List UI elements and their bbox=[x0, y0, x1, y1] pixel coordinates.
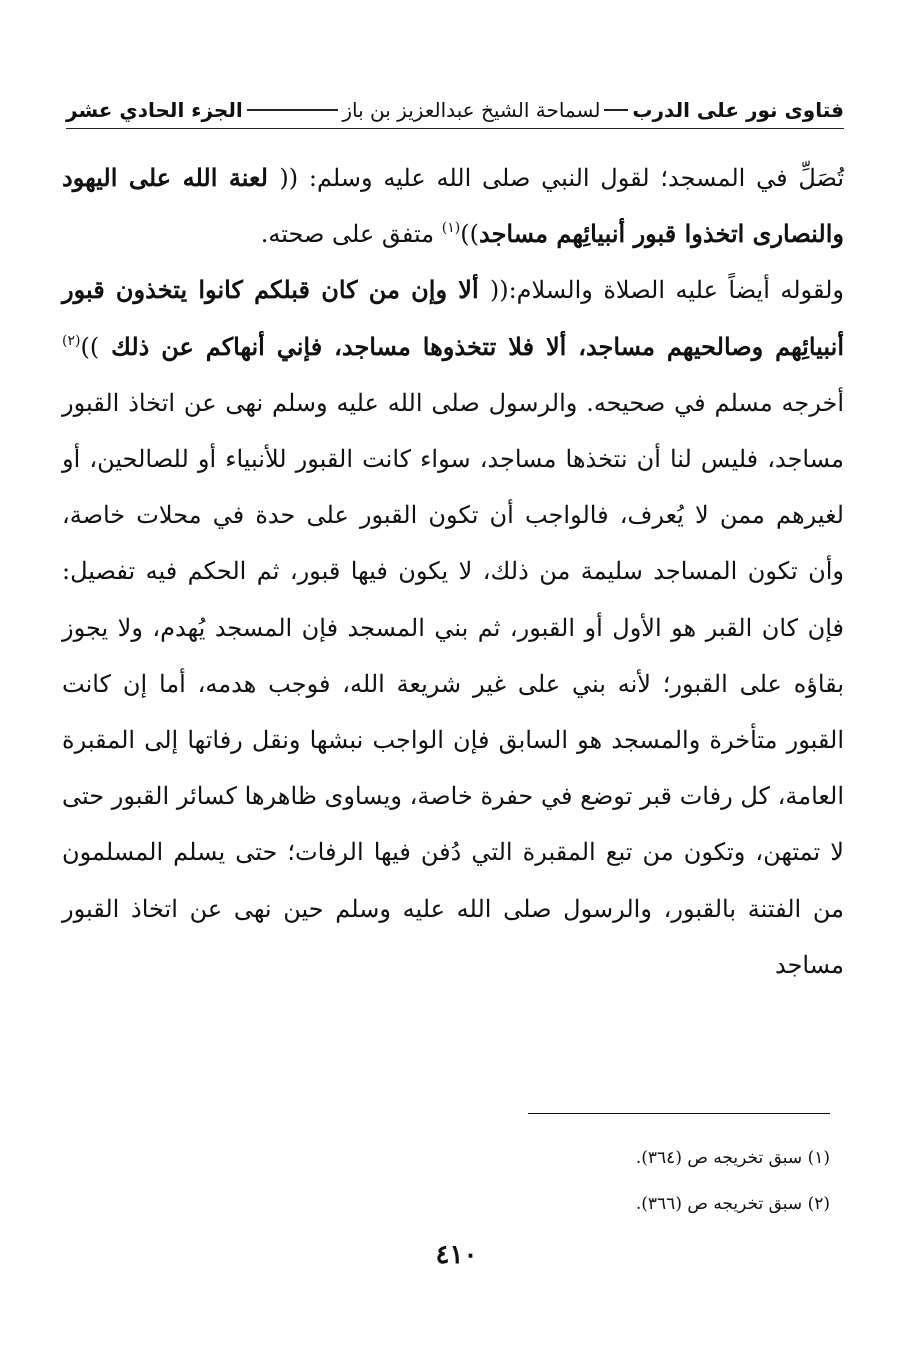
footnote-item: (١) سبق تخريجه ص (٣٦٤). bbox=[635, 1148, 830, 1168]
paragraph-text: تُصَلِّ في المسجد؛ لقول النبي صلى الله عليه وسلم: (( bbox=[279, 164, 844, 192]
hadith-quote: لعنة الله على اليهود والنصارى اتخذوا قبور أنبيائِهم مساجد bbox=[62, 163, 844, 249]
page-number: ٤١٠ bbox=[435, 1240, 478, 1270]
footnote-ref: (١) bbox=[441, 220, 461, 237]
footnote-ref: (٢) bbox=[62, 332, 81, 349]
running-header bbox=[66, 92, 844, 129]
footnote-item: (٢) سبق تخريجه ص (٣٦٦). bbox=[635, 1194, 830, 1214]
quote-close: )) bbox=[460, 220, 479, 249]
header-separator bbox=[604, 109, 628, 111]
main-text bbox=[62, 150, 844, 993]
paragraph-text: ولقوله أيضاً عليه الصلاة والسلام:(( bbox=[489, 276, 844, 305]
hadith-quote: ألا وإن من كان قبلكم كانوا يتخذون قبور أنبيائِهم وصالحيهم مساجد، ألا فلا تتخذوها مساجد، فإني أنهاكم عن ذلك bbox=[62, 275, 844, 361]
header-book-title: فتاوى نور على الدرب bbox=[632, 98, 844, 122]
quote-close: )) bbox=[80, 332, 100, 361]
footnotes bbox=[130, 1135, 830, 1227]
footnote-separator bbox=[528, 1113, 830, 1114]
paragraph-text: متفق على صحته. bbox=[260, 220, 442, 249]
header-part: الجزء الحادي عشر bbox=[66, 98, 243, 122]
header-rule bbox=[247, 109, 339, 111]
header-author: لسماحة الشيخ عبدالعزيز بن باز bbox=[342, 98, 601, 122]
paragraph-text: أخرجه مسلم في صحيحه. والرسول صلى الله عليه وسلم نهى عن اتخاذ القبور مساجد، فليس لنا أن نتخذها مساجد، سواء كانت القبور للأنبياء أو للصالحين، أو لغيرهم ممن لا يُعرف، فالواجب أن تكون القبور على حدة في محلات خاصة، وأن تكون المساجد سليمة من ذلك، لا يكون فيها قبور، ثم الحكم فيه تفصيل: فإن كان القبر هو الأول أو القبور، ثم بني المسجد فإن المسجد يُهدم، ولا يجوز بقاؤه على القبور؛ لأنه بني على غير شريعة الله، فوجب هدمه، أما إن كانت القبور متأخرة والمسجد هو السابق فإن الواجب نبشها ونقل رفاتها إلى المقبرة العامة، كل رفات قبر توضع في حفرة خاصة، ويساوى ظاهرها كسائر القبور حتى لا تمتهن، وتكون من تبع المقبرة التي دُفن فيها الرفات؛ حتى يسلم المسلمون من الفتنة بالقبور، والرسول صلى الله عليه وسلم حين نهى عن اتخاذ القبور مساجد bbox=[62, 388, 844, 979]
